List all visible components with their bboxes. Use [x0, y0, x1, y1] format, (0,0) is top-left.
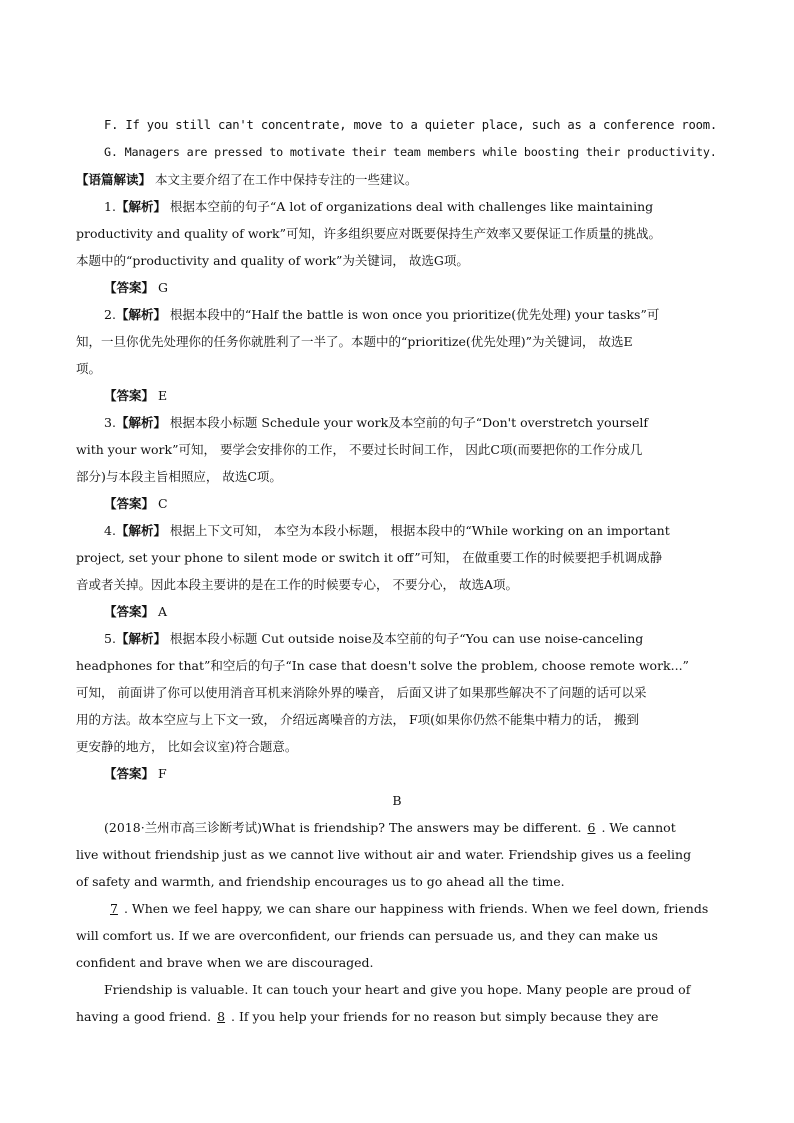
analysis-1-line-2: productivity and quality of work”可知，许多组织要应对既要保持生产效率又要保证工作质量的挑战。 [76, 226, 662, 241]
analysis-text: 根据本空前的句子“A lot of organizations deal with challenges like maintaining [165, 199, 654, 214]
analysis-5-line-2: headphones for that”和空后的句子“In case that doesn't solve the problem, choose remote work...” [76, 658, 689, 673]
analysis-5-line-5: 更安静的地方， 比如会议室)符合题意。 [76, 739, 298, 754]
answer-value: F [154, 766, 167, 781]
analysis-label: 【解析】 [115, 307, 166, 322]
passage-line-2: live without friendship just as we cannot live without air and water. Friendship gives us a feeling [76, 847, 692, 862]
analysis-5-line-1 [76, 625, 718, 652]
passage-line-7: Friendship is valuable. It can touch your heart and give you hope. Many people are proud of [104, 982, 691, 997]
passage-line-6: confident and brave when we are discouraged. [76, 955, 374, 970]
item-number: 3. [104, 415, 116, 430]
answer-value: E [154, 388, 168, 403]
passage-text: . If you help your friends for no reason but simply because they are [231, 1009, 659, 1024]
analysis-2-line-2: 知，一旦你优先处理你的任务你就胜利了一半了。本题中的“prioritize(优先处理)”为关键词， 故选E [76, 334, 633, 349]
document-page [76, 112, 718, 1030]
answer-value: G [154, 280, 168, 295]
analysis-2-line-3: 项。 [76, 361, 102, 376]
analysis-1-line-3: 本题中的“productivity and quality of work”为关键词， 故选G项。 [76, 253, 469, 268]
option-f: F. If you still can't concentrate, move to a quieter place, such as a conference room. [104, 118, 718, 132]
passage-text: . We cannot [601, 820, 676, 835]
analysis-3-line-2: with your work”可知， 要学会安排你的工作， 不要过长时间工作， 因此C项(而要把你的工作分成几 [76, 442, 643, 457]
passage-line-5: will comfort us. If we are overconfident, our friends can persuade us, and they can make us [76, 928, 658, 943]
passage-line-3: of safety and warmth, and friendship encourages us to go ahead all the time. [76, 874, 565, 889]
analysis-label: 【解析】 [115, 415, 166, 430]
answer-label: 【答案】 [104, 604, 155, 619]
answer-label: 【答案】 [104, 766, 155, 781]
analysis-3-line-3: 部分)与本段主旨相照应， 故选C项。 [76, 469, 282, 484]
discourse-text: 本文主要介绍了在工作中保持专注的一些建议。 [151, 172, 418, 187]
discourse-analysis [76, 166, 718, 193]
blank-7: 7 [110, 901, 118, 916]
section-title: B [392, 793, 402, 808]
passage-line-8 [76, 1003, 718, 1030]
blank-8: 8 [217, 1009, 226, 1024]
item-number: 2. [104, 307, 116, 322]
analysis-4-line-1 [76, 517, 718, 544]
analysis-text: 根据本段中的“Half the battle is won once you prioritize(优先处理) your tasks”可 [165, 307, 660, 322]
analysis-label: 【解析】 [115, 523, 166, 538]
analysis-text: 根据本段小标题 Cut outside noise及本空前的句子“You can use noise-canceling [165, 631, 644, 646]
answer-2 [76, 382, 718, 409]
option-g: G. Managers are pressed to motivate their team members while boosting their productivity. [104, 145, 717, 159]
passage-line-1 [76, 814, 718, 841]
answer-4 [76, 598, 718, 625]
passage-line-4 [76, 895, 718, 922]
answer-label: 【答案】 [104, 496, 155, 511]
analysis-4-line-3: 音或者关掉。因此本段主要讲的是在工作的时候要专心， 不要分心， 故选A项。 [76, 577, 518, 592]
analysis-3-line-1 [76, 409, 718, 436]
answer-value: C [154, 496, 168, 511]
analysis-4-line-2: project, set your phone to silent mode or switch it off”可知， 在做重要工作的时候要把手机调成静 [76, 550, 663, 565]
analysis-text: 根据上下文可知， 本空为本段小标题， 根据本段中的“While working on an important [165, 523, 670, 538]
analysis-5-line-3: 可知， 前面讲了你可以使用消音耳机来消除外界的噪音， 后面又讲了如果那些解决不了问题的话可以采 [76, 685, 647, 700]
discourse-label: 【语篇解读】 [76, 172, 152, 187]
passage-text: (2018·兰州市高三诊断考试)What is friendship? The answers may be different. [104, 820, 582, 835]
analysis-text: 根据本段小标题 Schedule your work及本空前的句子“Don't overstretch yourself [165, 415, 648, 430]
analysis-1-line-1 [76, 193, 718, 220]
answer-value: A [154, 604, 168, 619]
analysis-5-line-4: 用的方法。故本空应与上下文一致， 介绍远离噪音的方法， F项(如果你仍然不能集中精力的话， 搬到 [76, 712, 639, 727]
analysis-label: 【解析】 [115, 631, 166, 646]
passage-text: . When we feel happy, we can share our happiness with friends. When we feel down, friends [123, 901, 709, 916]
item-number: 5. [104, 631, 116, 646]
passage-text: having a good friend. [76, 1009, 212, 1024]
answer-3 [76, 490, 718, 517]
item-number: 1. [104, 199, 116, 214]
item-number: 4. [104, 523, 116, 538]
analysis-label: 【解析】 [115, 199, 166, 214]
answer-5 [76, 760, 718, 787]
answer-1 [76, 274, 718, 301]
answer-label: 【答案】 [104, 388, 155, 403]
analysis-2-line-1 [76, 301, 718, 328]
blank-6: 6 [587, 820, 596, 835]
answer-label: 【答案】 [104, 280, 155, 295]
